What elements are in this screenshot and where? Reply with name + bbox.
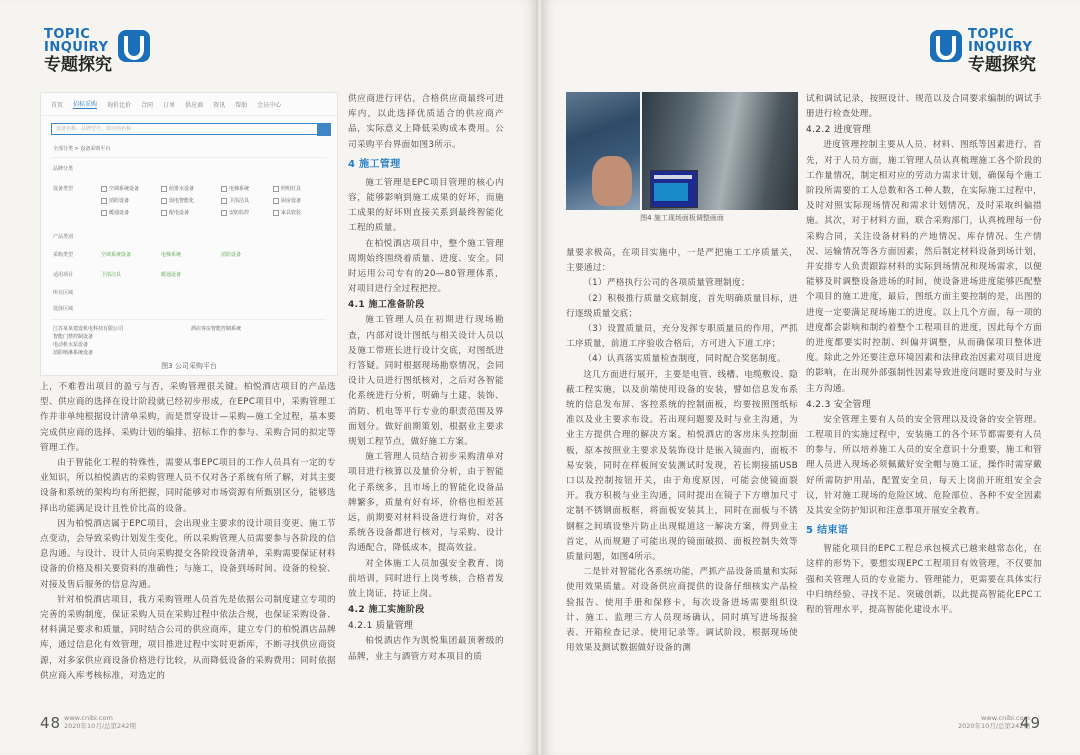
paragraph: 量要求极高，在项目实施中，一是严把施工工序质量关，主要通过： [566,248,798,274]
page-number-right: 49 [1020,714,1042,732]
left-column-2 [348,92,504,706]
fig3-search-button [317,123,331,136]
fig3-item: 配电设备 [161,209,189,216]
figure-4-caption: 图4 施工现场面板调整画面 [640,214,724,222]
fig3-row-label: 品牌分类 [53,166,74,172]
fig3-item: 空调系统设备 [101,185,139,192]
subsubsection-heading: 4.2.3 安全管理 [806,399,872,410]
footer-left [64,714,136,730]
fig3-item: 家具软装 [273,209,301,216]
fig3-item: 弱电智能化 [161,197,194,204]
paragraph: 因为柏悦酒店属于EPC项目，会出现业主要求的设计项目变更、施工节点变动，会导致采购计划发生变化，所以采购管理人员需要参与各阶段的信息沟通。与设计、设计人员向采购提交各阶段设备清单，采购需要保证材料设备的价格及相关要资料的准确性；与施工，设备到场时间、设备的检验、对接及售后服务的信息沟通。 [40,518,336,590]
fig3-nav-item: 会员中心 [257,101,282,109]
fig3-item: 照明灯具 [273,185,301,192]
fig3-row-label: 设备类型 [53,186,74,192]
topic-inquiry-logo-left [44,28,152,75]
logo-line2: INQUIRY [968,40,1033,55]
subsubsection-heading: 4.2.1 质量管理 [348,621,414,632]
subsection-heading: 4.1 施工准备阶段 [348,300,425,311]
subsection-heading: 4.2 施工实施阶段 [348,605,425,616]
fig3-green-tag: 消防设备 [221,252,242,258]
topic-inquiry-logo-right [928,28,1036,75]
list-item: （2）积极推行质量交底制度，首先明确质量目标，进行逐级质量交底； [566,293,798,319]
right-column-1 [566,246,798,706]
paragraph: 针对柏悦酒店项目，我方采购管理人员首先是依据公司制度建立专项的完善的采购制度，保证采购人员在采购过程中依法合规，也保证采购设备、材料满足要求和质量，同时结合公司的供应商库，建立专门的柏悦酒店品牌库，通过信息化有效管理，项目推进过程中实时更新库，不断寻找供应商资源，对多家供应商设备价格进行比较，从而降低设备的采购费用；同时依据供应商入库考核标准，对选定的 [40,594,336,681]
list-item: （4）认真落实质量检查制度，同时配合奖惩制度。 [583,354,786,365]
fig3-green-tag: 空调系统设备 [101,252,132,258]
footer-issue: 2020年10月/总第242期 [958,722,1030,730]
left-column-1 [40,380,336,704]
fig3-nav-item: 帮助 [235,101,248,109]
fig3-item: 卫浴洁具 [221,197,249,204]
paragraph: 柏悦酒店作为凯悦集团最顶奢级的品牌，业主与酒管方对本项目的质 [348,636,504,662]
fig3-search-box: 设备名称、品牌型号、供应商名称 [51,123,322,135]
paragraph: 上，不难看出项目的盈亏与否，采购管理很关键。柏悦酒店项目的产品选型、供应商的选择在设计阶段就已经初步形成，在EPC项目中，采购管理工作并非单纯根据设计清单采购，而是贯穿设计—采购—施工全过程，基本要完成供应商的选择、采购计划的编排、招标工作的参与、采购合同的拟定等管理工作。 [40,382,336,453]
fig3-nav-item: 资讯 [213,101,226,109]
footer-url: www.cnibi.com [981,714,1030,722]
worker-hand [592,156,632,206]
panel-screen [650,170,698,208]
divider [51,319,326,320]
section-heading: 5 结束语 [806,525,849,537]
fig3-item: 暖通设备 [101,209,129,216]
logo-cn: 专题探究 [968,55,1036,75]
fig3-item: 给排水设备 [161,185,194,192]
paragraph: 在柏悦酒店项目中，整个施工管理周期始终围绕着质量、进度、安全。同时运用公司专有的20—80管理体系，对项目进行全过程把控。 [348,238,504,295]
fig3-green-tag: 暖通设备 [161,272,182,278]
logo-line2: INQUIRY [44,40,109,55]
logo-mark-icon [116,28,152,64]
fig3-row-label: 产品类别 [53,234,74,240]
subsubsection-heading: 4.2.2 进度管理 [806,125,872,136]
paragraph: 施工管理人员结合初步采购清单对项目进行核算以及量价分析，由于智能化子系统多，且市场上的智能化设备品牌繁多，质量有好有坏，价格也相差甚远，前期要对材料设备进行询价，对各系统各设备都进行核对，与采购、设计沟通配合，降低成本，提高效益。 [348,452,504,554]
fig3-list-item: 酒店客房智能控制系统 [191,326,242,332]
paragraph: 由于智能化工程的特殊性，需要从事EPC项目的工作人员具有一定的专业知识，所以柏悦酒店的采购管理人员不仅对各子系统有所了解，对其主要设备和系统的架构均有所把握，同时能够对市场资源有所甄别区分，能够选择出功能满足设计且性价比高的设备。 [40,458,336,514]
left-page [0,0,539,755]
right-column-2 [806,92,1042,706]
paragraph: 这几方面进行展开，主要是电管、线槽、电缆敷设、隐蔽工程实施，以及前端使用设备的安装，譬如信息发布系统的信息发布屏、客控系统的控制面板，均要按照图纸标准以及业主要求布设。若出现问题要及时与业主沟通，为业主方提供合理的解决方案。柏悦酒店的客房床头控制面板，原本按照业主要求及装饰设计是嵌入镜面内，面板不易安装，同时在样板间安装测试时发现，若长期接插USB口以及控制按钮开关，由于角度原因，可能会使镜面裂开。我方积极与业主沟通，同时提出在镜子下方增加尺寸定制不锈钢面板框，将面板安装其上，同时在面板与不锈钢框之间填设垫片防止出现辊道这一解决方案，得到业主首定，从而规避了可能出现的镜面破损、面板控制失效等质量问题，如图4所示。 [566,369,798,563]
logo-line1: TOPIC [44,27,91,42]
fig3-row-label: 所在区域 [53,290,74,296]
paragraph: 二是针对智能化各系统功能，严抓产品设备质量和实际使用效果质量。对设备供应商提供的设备仔细核实产品检验报告、使用手册和保修卡，每次设备进场需要组织设计、施工、监理三方人员现场确认，同时填写进场报验表、开箱检查记录、使用记录等。调试阶段，根据现场使用效果及测试数据做好设备的测 [566,567,798,654]
divider [51,157,326,158]
fig3-item: 电梯系统 [221,185,249,192]
paragraph: 试和调试记录，按照设计、规范以及合同要求编制的调试手册进行检查处理。 [806,94,1042,120]
fig3-nav-item: 询价比价 [107,101,132,109]
fig3-green-tag: 电梯系统 [161,252,182,258]
fig3-item: 安防监控 [221,209,249,216]
fig3-list-item: 智能门禁控制设备 [53,334,94,340]
fig3-nav-item: 合同 [141,101,154,109]
paragraph: 施工管理人员在初期进行现场勘查，内部对设计图纸与相关设计人员以及施工带班长进行设计交底，对图纸进行答疑。同时根据现场勘察情况，会同设计人员进行图纸核对，之后对各智能化系统进行分析，明确与土建、装饰、消防、机电等平行专业的职责范围及界面划分。做好前期策划，根据业主要求规划工程节点，做好施工方案。 [348,315,504,448]
fig3-nav-item: 招标采购 [73,101,98,108]
fig3-list-item: 消防喷淋系统设备 [53,350,94,356]
fig3-nav-item: 订单 [163,101,176,109]
logo-line1: TOPIC [968,27,1015,42]
fig3-item: 厨房设备 [273,197,301,204]
footer-url: www.cnibi.com [64,714,113,722]
paragraph: 对全体施工人员加强安全教育、岗前培训，同时进行上岗考核，合格者发放上岗证，持证上岗。 [348,558,504,600]
page-number-left: 48 [40,714,62,732]
section-heading: 4 施工管理 [348,158,401,170]
fig3-nav-item: 首页 [51,101,64,109]
fig3-navbar [41,93,337,116]
fig3-row-label: 采购类型 [53,252,74,258]
paragraph: 安全管理主要有人员的安全管理以及设备的安全管理。工程项目的实施过程中，安装施工的各个环节都需要有人员的参与，所以培养施工人员的安全意识十分重要，施工和管理人员进入现场必须佩戴好安全帽与施工证，操作时需穿戴好所需防护用品，配置安全员，每天上岗前开班组安全会议，针对施工现场的危险区域、危险部位、各种不安全因素及其安全防护知识和注意事项开展安全教育。 [806,414,1042,517]
list-item: （3）设置质量员，充分发挥专职质量员的作用，严抓工序质量，前道工序验收合格后，方可进入下道工序； [566,324,798,350]
paragraph: 智能化项目的EPC工程总承包模式已越来越常态化，在这样的形势下，要想实现EPC工程项目有效管理，不仅要加强和关管理人员的专业能力、管理能力，更需要在具体实行中归纳经验、寻找不足、突破创新，以此提高智能化EPC工程的管理水平，提高智能化建设水平。 [806,544,1042,616]
figure-4-site-photos [566,92,798,228]
logo-mark-icon [928,28,964,64]
logo-cn: 专题探究 [44,55,112,75]
fig3-filter-title: 全部分类 > 设备采购平台 [53,146,111,152]
figure-3-caption: 图3 公司采购平台 [161,362,217,370]
paragraph: 进度管理控制主要从人员、材料、图纸等因素进行，首先，对于人员方面，施工管理人员认真梳理施工各个阶段的工作量情况，制定相对应的劳动力需求计划，确保每个施工阶段所需要的工人总数和各工种人数，在实际施工过程中，及时对照实际现场情况和需求计划情况，及时采取纠偏措施。其次，对于材料方面，联合采购部门，认真梳理每一份采购合同，关注设备材料的产地情况、库存情况、生产情况、运输情况等各方面因素，然后制定材料设备到场计划，并安排专人负责跟踪材料的实际到场情况和现场需求，以便能够及时调整设备进场的时间，使设备进场进度能够匹配整个项目的施工进度，最后，图纸方面主要控制的是，出图的进度一定要满足现场施工的进度。以上几个方面，每一项的进度都会影响和制约着整个工程项目的进度，因此每个方面的进度都要实时控制、纠偏并调整，从而确保项目整体进度。除此之外还要注意环境因素和法律政治因素对项目进度的影响，在出现外部强制性因素导致进度问题时要及时与业主方沟通。 [806,140,1042,394]
site-photo-1 [566,92,640,210]
fig3-green-tag: 卫浴洁具 [101,272,122,278]
site-photo-2 [642,92,798,210]
figure-3-procurement-platform [40,92,338,376]
paragraph: 施工管理是EPC项目管理的核心内容，能够影响到施工成果的好坏，而施工成果的好坏则直接关系到最终智能化工程的质量。 [348,177,504,234]
paragraph: 供应商进行评估，合格供应商最终可进库内，以此选择优质适合的供应商产品，实际意义上降低采购成本费用。公司采购平台界面如图3所示。 [348,94,504,150]
fig3-item: 消防设备 [101,197,129,204]
fig3-row-label: 选择区域 [53,306,74,312]
fig3-nav-item: 供应商 [185,101,204,109]
fig3-list-item: 电动机水泵设备 [53,342,89,348]
list-item: （1）严格执行公司的各项质量管理制度； [583,278,750,289]
fig3-row-label: 适用项目 [53,272,74,278]
fig3-list-item: 江苏某某建设机电科技有限公司 [53,326,124,332]
footer-issue: 2020年10月/总第242期 [64,722,136,730]
